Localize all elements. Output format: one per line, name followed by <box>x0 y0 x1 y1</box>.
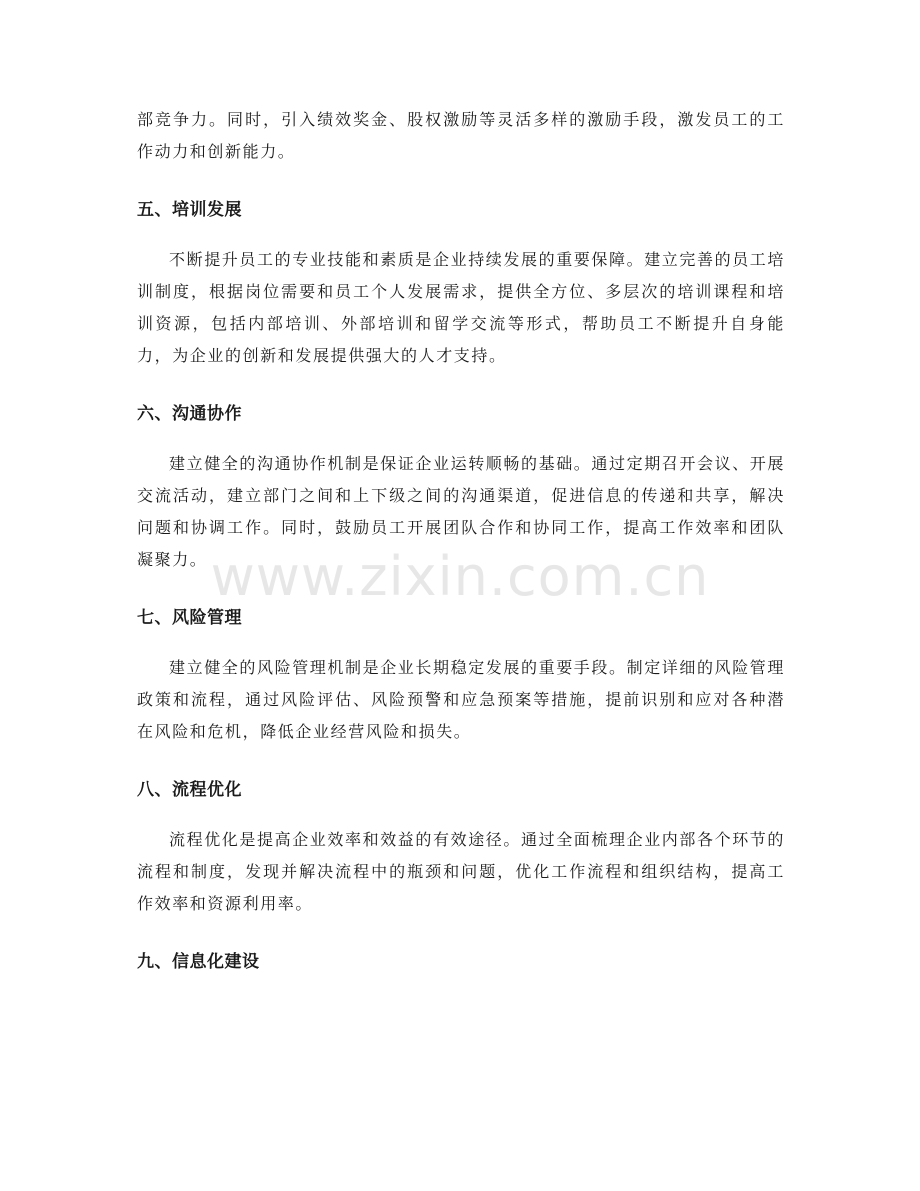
section-heading-training: 五、培训发展 <box>137 200 242 220</box>
section-body-training: 不断提升员工的专业技能和素质是企业持续发展的重要保障。建立完善的员工培训制度，根据岗位需要和员工个人发展需求，提供全方位、多层次的培训课程和培训资源，包括内部培训、外部培训和留学交流等形式，帮助员工不断提升自身能力，为企业的创新和发展提供强大的人才支持。 <box>137 250 786 365</box>
section-heading-it: 九、信息化建设 <box>137 952 260 972</box>
section-heading-risk: 七、风险管理 <box>137 608 242 628</box>
watermark-text: www.zixin.com.cn <box>210 545 710 608</box>
section-body-risk: 建立健全的风险管理机制是企业长期稳定发展的重要手段。制定详细的风险管理政策和流程，通过风险评估、风险预警和应急预案等措施，提前识别和应对各种潜在风险和危机，降低企业经营风险和损失。 <box>137 658 786 741</box>
intro-continuation-paragraph: 部竞争力。同时，引入绩效奖金、股权激励等灵活多样的激励手段，激发员工的工作动力和创新能力。 <box>137 110 785 161</box>
section-heading-communication: 六、沟通协作 <box>137 404 242 424</box>
section-heading-process: 八、流程优化 <box>137 780 242 800</box>
section-body-communication: 建立健全的沟通协作机制是保证企业运转顺畅的基础。通过定期召开会议、开展交流活动，建立部门之间和上下级之间的沟通渠道，促进信息的传递和共享，解决问题和协调工作。同时，鼓励员工开展团队合作和协同工作，提高工作效率和团队凝聚力。 <box>137 454 786 569</box>
section-body-process: 流程优化是提高企业效率和效益的有效途径。通过全面梳理企业内部各个环节的流程和制度，发现并解决流程中的瓶颈和问题，优化工作流程和组织结构，提高工作效率和资源利用率。 <box>137 830 786 913</box>
document-content <box>137 104 785 978</box>
